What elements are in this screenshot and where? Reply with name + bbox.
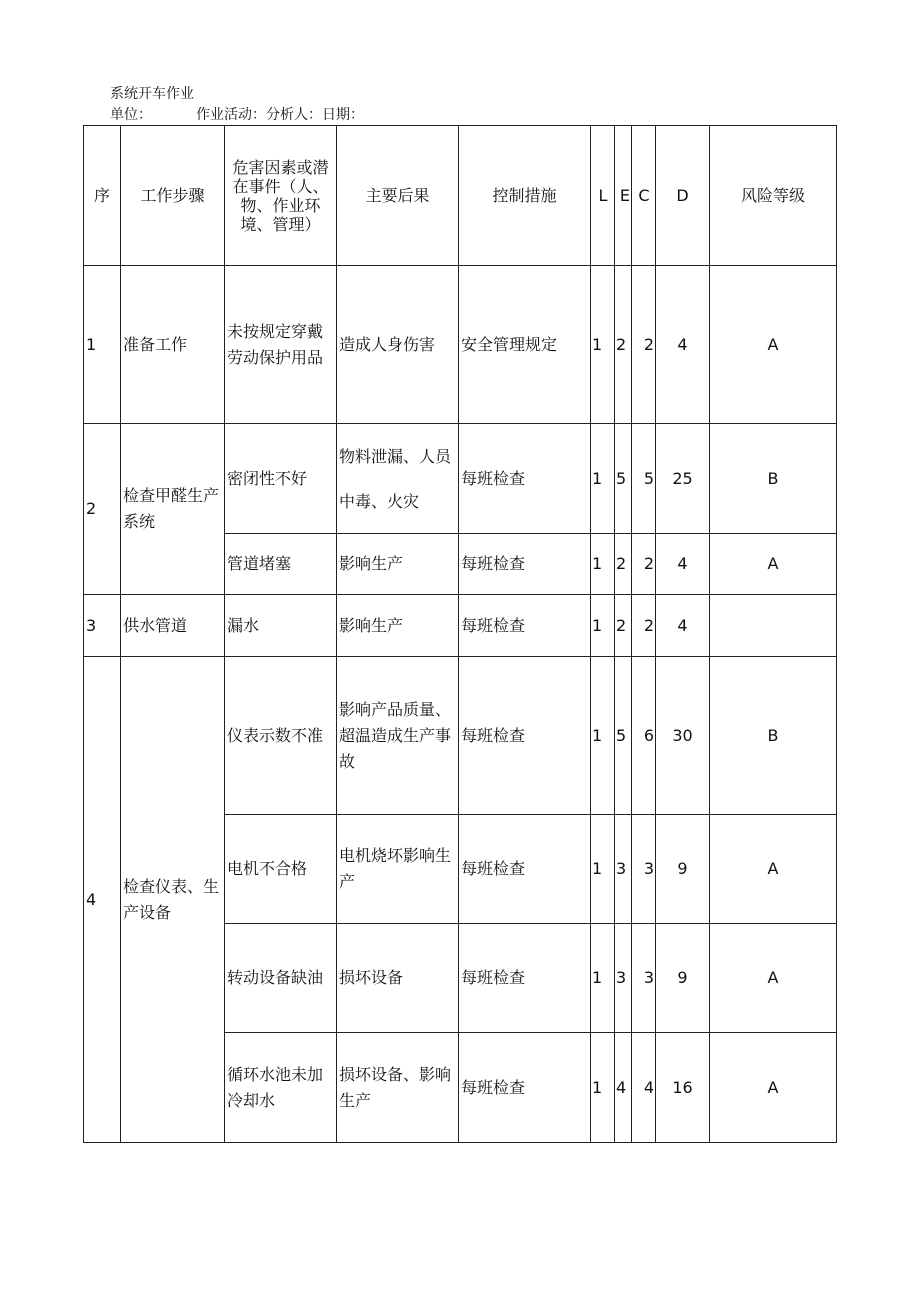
document-meta	[110, 105, 364, 125]
table-row	[84, 595, 837, 657]
cell-l: 1	[591, 266, 615, 424]
header-hazard: 危害因素或潜在事件（人、物、作业环境、管理）	[225, 126, 337, 266]
cell-level: B	[710, 424, 837, 534]
table-row	[84, 266, 837, 424]
cell-control: 每班检查	[459, 924, 591, 1033]
cell-consequence: 造成人身伤害	[337, 266, 459, 424]
cell-control: 每班检查	[459, 424, 591, 534]
cell-e: 4	[615, 1033, 632, 1143]
risk-analysis-table	[83, 125, 837, 1143]
cell-l: 1	[591, 534, 615, 595]
cell-l: 1	[591, 595, 615, 657]
cell-l: 1	[591, 924, 615, 1033]
cell-hazard: 未按规定穿戴劳动保护用品	[225, 266, 337, 424]
header-seq: 序	[84, 126, 121, 266]
cell-l: 1	[591, 657, 615, 815]
cell-c: 2	[632, 595, 656, 657]
cell-hazard: 漏水	[225, 595, 337, 657]
cell-l: 1	[591, 424, 615, 534]
cell-consequence: 影响生产	[337, 595, 459, 657]
cell-step: 检查仪表、生产设备	[121, 657, 225, 1143]
cell-d: 4	[656, 595, 710, 657]
cell-d: 25	[656, 424, 710, 534]
header-d: D	[656, 126, 710, 266]
cell-seq: 3	[84, 595, 121, 657]
cell-hazard: 仪表示数不准	[225, 657, 337, 815]
cell-c: 5	[632, 424, 656, 534]
header-consequence: 主要后果	[337, 126, 459, 266]
cell-level	[710, 595, 837, 657]
cell-step: 供水管道	[121, 595, 225, 657]
cell-consequence: 影响产品质量、超温造成生产事故	[337, 657, 459, 815]
cell-l: 1	[591, 1033, 615, 1143]
cell-d: 9	[656, 924, 710, 1033]
cell-hazard: 循环水池未加冷却水	[225, 1033, 337, 1143]
cell-step: 检查甲醛生产系统	[121, 424, 225, 595]
cell-c: 2	[632, 266, 656, 424]
cell-level: A	[710, 1033, 837, 1143]
cell-consequence: 影响生产	[337, 534, 459, 595]
cell-seq: 2	[84, 424, 121, 595]
meta-unit: 单位：	[110, 107, 152, 123]
cell-d: 9	[656, 815, 710, 924]
cell-d: 4	[656, 266, 710, 424]
meta-activity: 作业活动：	[196, 107, 266, 123]
cell-e: 5	[615, 424, 632, 534]
cell-c: 4	[632, 1033, 656, 1143]
cell-hazard: 管道堵塞	[225, 534, 337, 595]
cell-e: 3	[615, 815, 632, 924]
cell-hazard: 电机不合格	[225, 815, 337, 924]
header-step: 工作步骤	[121, 126, 225, 266]
header-row	[84, 126, 837, 266]
cell-l: 1	[591, 815, 615, 924]
cell-consequence: 损坏设备、影响生产	[337, 1033, 459, 1143]
cell-c: 3	[632, 815, 656, 924]
cell-control: 安全管理规定	[459, 266, 591, 424]
meta-analyst: 分析人：	[266, 107, 322, 123]
cell-hazard: 转动设备缺油	[225, 924, 337, 1033]
cell-d: 16	[656, 1033, 710, 1143]
cell-e: 2	[615, 534, 632, 595]
cell-seq: 4	[84, 657, 121, 1143]
cell-seq: 1	[84, 266, 121, 424]
cell-c: 2	[632, 534, 656, 595]
cell-control: 每班检查	[459, 534, 591, 595]
cell-control: 每班检查	[459, 815, 591, 924]
cell-control: 每班检查	[459, 657, 591, 815]
cell-consequence: 损坏设备	[337, 924, 459, 1033]
cell-d: 30	[656, 657, 710, 815]
cell-level: A	[710, 534, 837, 595]
cell-level: A	[710, 266, 837, 424]
cell-consequence: 物料泄漏、人员中毒、火灾	[337, 424, 459, 534]
cell-hazard: 密闭性不好	[225, 424, 337, 534]
document-title: 系统开车作业	[110, 86, 194, 102]
cell-d: 4	[656, 534, 710, 595]
table-row	[84, 657, 837, 815]
meta-date: 日期：	[322, 107, 364, 123]
header-l: L	[591, 126, 615, 266]
cell-control: 每班检查	[459, 1033, 591, 1143]
table-row	[84, 424, 837, 534]
cell-c: 6	[632, 657, 656, 815]
header-e: E	[615, 126, 632, 266]
cell-c: 3	[632, 924, 656, 1033]
header-level: 风险等级	[710, 126, 837, 266]
cell-e: 3	[615, 924, 632, 1033]
cell-level: A	[710, 924, 837, 1033]
cell-level: B	[710, 657, 837, 815]
cell-level: A	[710, 815, 837, 924]
header-c: C	[632, 126, 656, 266]
cell-e: 2	[615, 266, 632, 424]
cell-step: 准备工作	[121, 266, 225, 424]
cell-e: 5	[615, 657, 632, 815]
cell-control: 每班检查	[459, 595, 591, 657]
header-control: 控制措施	[459, 126, 591, 266]
cell-e: 2	[615, 595, 632, 657]
cell-consequence: 电机烧坏影响生产	[337, 815, 459, 924]
